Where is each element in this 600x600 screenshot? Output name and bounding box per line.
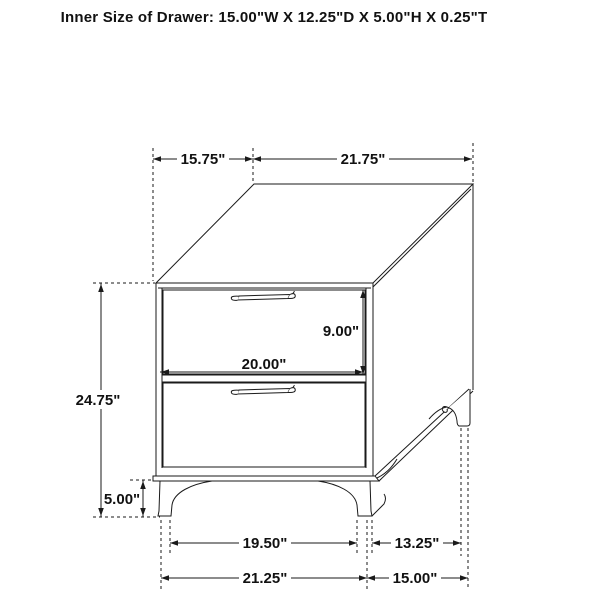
dim-label-top-width: 21.75" xyxy=(340,151,386,168)
side-panel-bottom-edge xyxy=(375,389,469,476)
dim-label-side-leg-span: 13.25" xyxy=(394,535,440,552)
dim-label-leg-height: 5.00" xyxy=(103,491,141,508)
drawing-title: Inner Size of Drawer: 15.00"W X 12.25"D X 5.00"H X 0.25"T xyxy=(60,9,488,26)
top-face xyxy=(156,184,473,283)
drawer-bottom-front xyxy=(163,383,365,467)
dim-label-overall-height: 24.75" xyxy=(75,392,121,409)
dim-label-overall-depth: 15.00" xyxy=(392,570,438,587)
dim-label-drawer-height: 9.00" xyxy=(322,323,360,340)
front-right-leg xyxy=(318,481,372,516)
dim-label-top-left-depth: 15.75" xyxy=(180,151,226,168)
dim-label-overall-width: 21.25" xyxy=(242,570,288,587)
dim-label-front-leg-span: 19.50" xyxy=(242,535,288,552)
apron xyxy=(153,476,379,481)
nightstand-drawing xyxy=(153,184,473,516)
front-left-leg xyxy=(158,481,212,516)
dim-label-drawer-width: 20.00" xyxy=(241,356,287,373)
